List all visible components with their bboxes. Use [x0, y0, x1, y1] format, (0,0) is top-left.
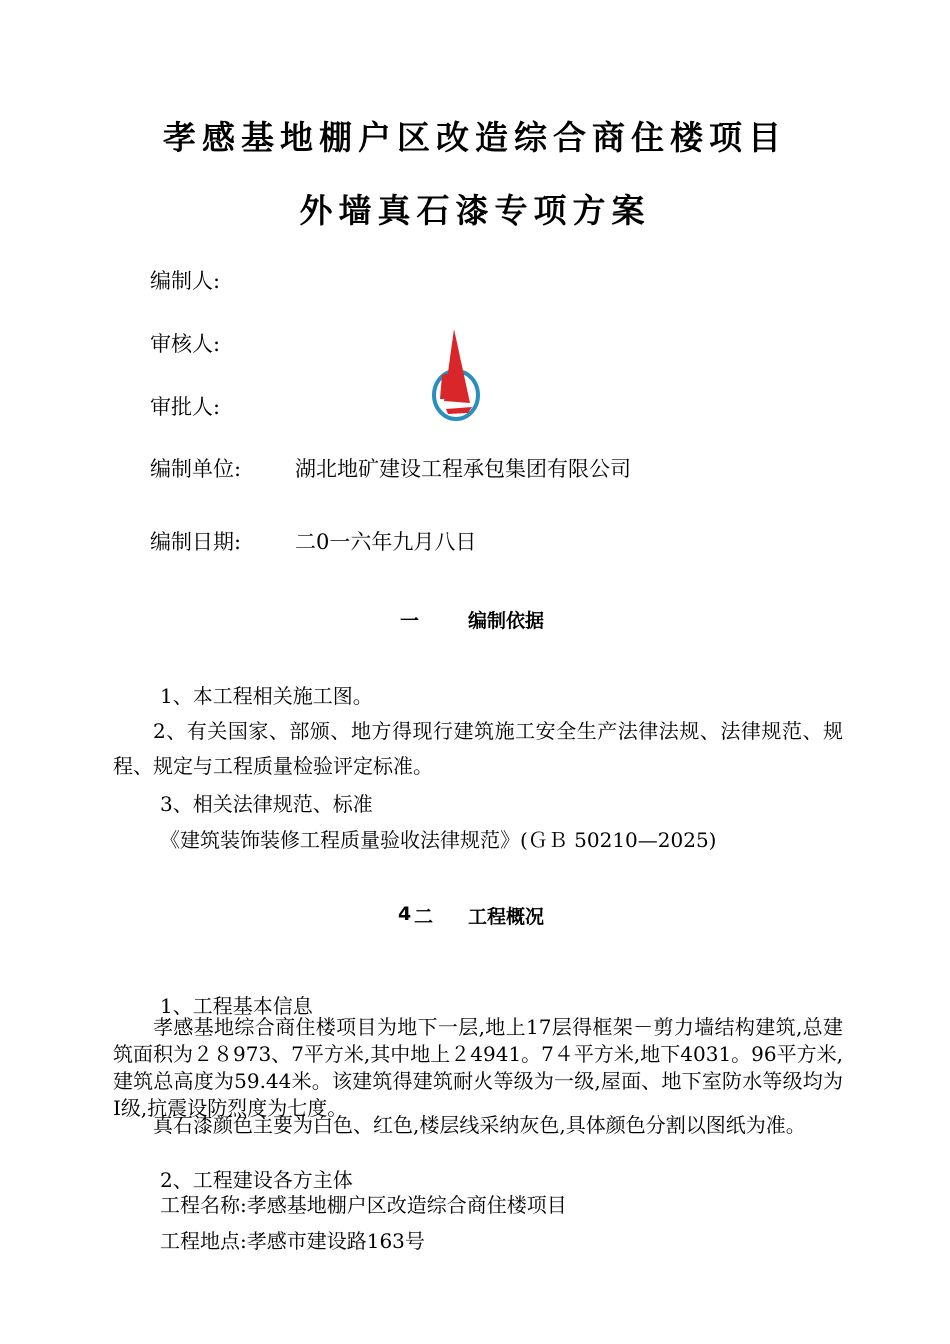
section2-sub1-para1: 孝感基地综合商住楼项目为地下一层,地上17层得框架－剪力墙结构建筑,总建筑面积为２８973、7平方米,其中地上２4941。7４平方米,地下4031。96平方米,建筑总高度为59.44米。该建筑得建筑耐火等级为一级,屋面、地下室防水等级均为Ⅰ级,抗震设防烈度为七度。	[113, 1015, 843, 1120]
section1-item-1: 1、本工程相关施工图。	[160, 684, 373, 708]
reviewer-label: 审核人:	[150, 332, 221, 356]
project-name: 工程名称:孝感基地棚户区改造综合商住楼项目	[160, 1193, 567, 1217]
section1-item-3: 3、相关法律规范、标准	[160, 792, 373, 816]
unit-value: 湖北地矿建设工程承包集团有限公司	[295, 457, 631, 481]
date-row	[150, 526, 477, 556]
unit-row	[150, 453, 631, 483]
section1-item-4: 《建筑装饰装修工程质量验收法律规范》(ＧＢ 50210—2025)	[160, 828, 717, 852]
section2-title: 工程概况	[468, 906, 545, 928]
unit-label: 编制单位:	[150, 457, 242, 481]
project-location: 工程地点:孝感市建设路163号	[160, 1229, 425, 1253]
section2-number: 二	[414, 906, 434, 928]
document-title-line2: 外墙真石漆专项方案	[299, 191, 651, 230]
compiler-label: 编制人:	[150, 269, 221, 293]
section1-number: 一	[400, 610, 420, 632]
document-title-line1: 孝感基地棚户区改造综合商住楼项目	[163, 118, 787, 157]
section1-title: 编制依据	[468, 610, 545, 632]
section2-sub1-para2: 真石漆颜色主要为白色、红色,楼层线采纳灰色,具体颜色分割以图纸为准。	[153, 1113, 806, 1137]
section2-sub1-title: 1、工程基本信息	[160, 994, 313, 1018]
date-value: 二0一六年九月八日	[295, 530, 477, 554]
section2-sub2-title: 2、工程建设各方主体	[160, 1168, 353, 1192]
section2-anchor-mark: 4	[398, 903, 412, 925]
company-logo-icon	[430, 327, 486, 425]
approver-label: 审批人:	[150, 395, 221, 419]
date-label: 编制日期:	[150, 530, 242, 554]
section1-item-2: 2、有关国家、部颁、地方得现行建筑施工安全生产法律法规、法律规范、规程、规定与工程质量检验评定标准。	[113, 719, 843, 778]
